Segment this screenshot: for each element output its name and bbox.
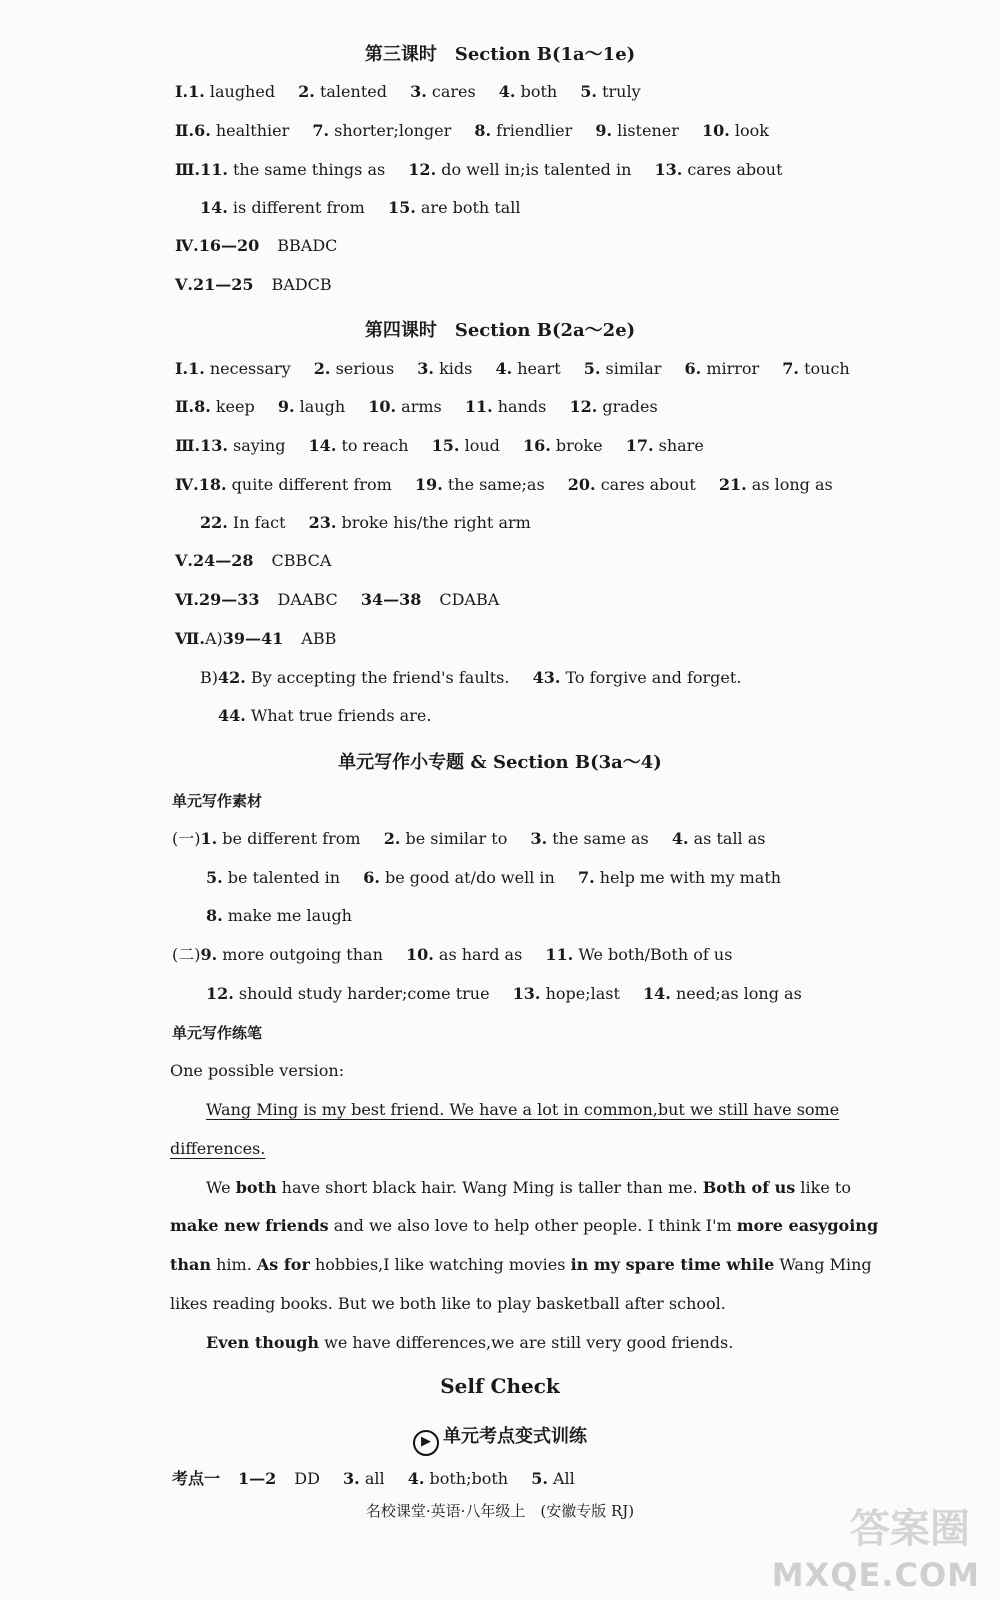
s5-line-2: 5. be talented in 6. be good at/do well in 7. help me with my math: [206, 868, 782, 887]
watermark-text: MXQE.COM: [771, 1556, 980, 1594]
section-title-writing: 单元写作小专题 & Section B(3a～4): [338, 752, 662, 773]
s4-line-4: Ⅳ.18. quite different from 19. the same;as 20. cares about 21. as long as: [175, 475, 833, 494]
section-title-self-check: Self Check: [440, 1374, 560, 1398]
s4-line-9: B)42. By accepting the friend's faults. 43. To forgive and forget.: [200, 668, 742, 687]
s3-line-4: 14. is different from 15. are both tall: [200, 198, 521, 217]
essay-topic-sentence-end: differences.: [170, 1139, 266, 1158]
subheading-writing-materials: 单元写作素材: [172, 792, 263, 810]
s4-line-10: 44. What true friends are.: [218, 706, 432, 725]
s4-line-7: Ⅵ.29—33 DAABC 34—38 CDABA: [175, 590, 500, 609]
page-footer: 名校课堂·英语·八年级上 (安徽专版 RJ): [365, 1502, 635, 1520]
essay-body-line-1: We both have short black hair. Wang Ming is taller than me. Both of us like to: [206, 1178, 851, 1197]
s3-line-1: Ⅰ.1. laughed 2. talented 3. cares 4. both 5. truly: [175, 82, 641, 101]
s5-line-5: 12. should study harder;come true 13. hope;last 14. need;as long as: [206, 984, 802, 1003]
essay-topic-sentence: Wang Ming is my best friend. We have a lot in common,but we still have some: [206, 1100, 840, 1119]
essay-conclusion: Even though we have differences,we are still very good friends.: [206, 1333, 734, 1352]
s5-line-1: (一)1. be different from 2. be similar to 3. the same as 4. as tall as: [172, 829, 766, 848]
essay-body-line-3: than him. As for hobbies,I like watching movies in my spare time while Wang Ming: [170, 1255, 872, 1274]
section-title-lesson3: 第三课时 Section B(1a～1e): [364, 44, 636, 65]
essay-intro: One possible version:: [170, 1061, 345, 1080]
essay-body-line-2: make new friends and we also love to help other people. I think I'm more easygoing: [170, 1216, 879, 1235]
s6-line-1: 考点一 1—2 DD 3. all 4. both;both 5. All: [172, 1469, 575, 1488]
section-title-lesson4: 第四课时 Section B(2a～2e): [364, 320, 636, 341]
s4-line-2: Ⅱ.8. keep 9. laugh 10. arms 11. hands 12. grades: [175, 397, 658, 416]
s4-line-6: Ⅴ.24—28 CBBCA: [175, 551, 332, 570]
s4-line-1: Ⅰ.1. necessary 2. serious 3. kids 4. heart 5. similar 6. mirror 7. touch: [175, 359, 850, 378]
s4-line-5: 22. In fact 23. broke his/the right arm: [200, 513, 531, 532]
subheading-writing-practice: 单元写作练笔: [172, 1024, 263, 1042]
arrow-right-icon: ▶: [413, 1430, 439, 1456]
s3-line-3: Ⅲ.11. the same things as 12. do well in;is talented in 13. cares about: [175, 160, 783, 179]
s4-line-3: Ⅲ.13. saying 14. to reach 15. loud 16. broke 17. share: [175, 436, 704, 455]
s3-line-6: Ⅴ.21—25 BADCB: [175, 275, 332, 294]
s5-line-3: 8. make me laugh: [206, 906, 352, 925]
s3-line-2: Ⅱ.6. healthier 7. shorter;longer 8. friendlier 9. listener 10. look: [175, 121, 769, 140]
essay-body-line-4: likes reading books. But we both like to play basketball after school.: [170, 1294, 726, 1313]
s5-line-4: (二)9. more outgoing than 10. as hard as 11. We both/Both of us: [172, 945, 733, 964]
section-subtitle-training: ▶ 单元考点变式训练: [0, 1422, 1000, 1456]
watermark-logo: 答案圈: [850, 1505, 970, 1552]
s3-line-5: Ⅳ.16—20 BBADC: [175, 236, 338, 255]
s4-line-8: Ⅶ.A)39—41 ABB: [175, 629, 337, 648]
